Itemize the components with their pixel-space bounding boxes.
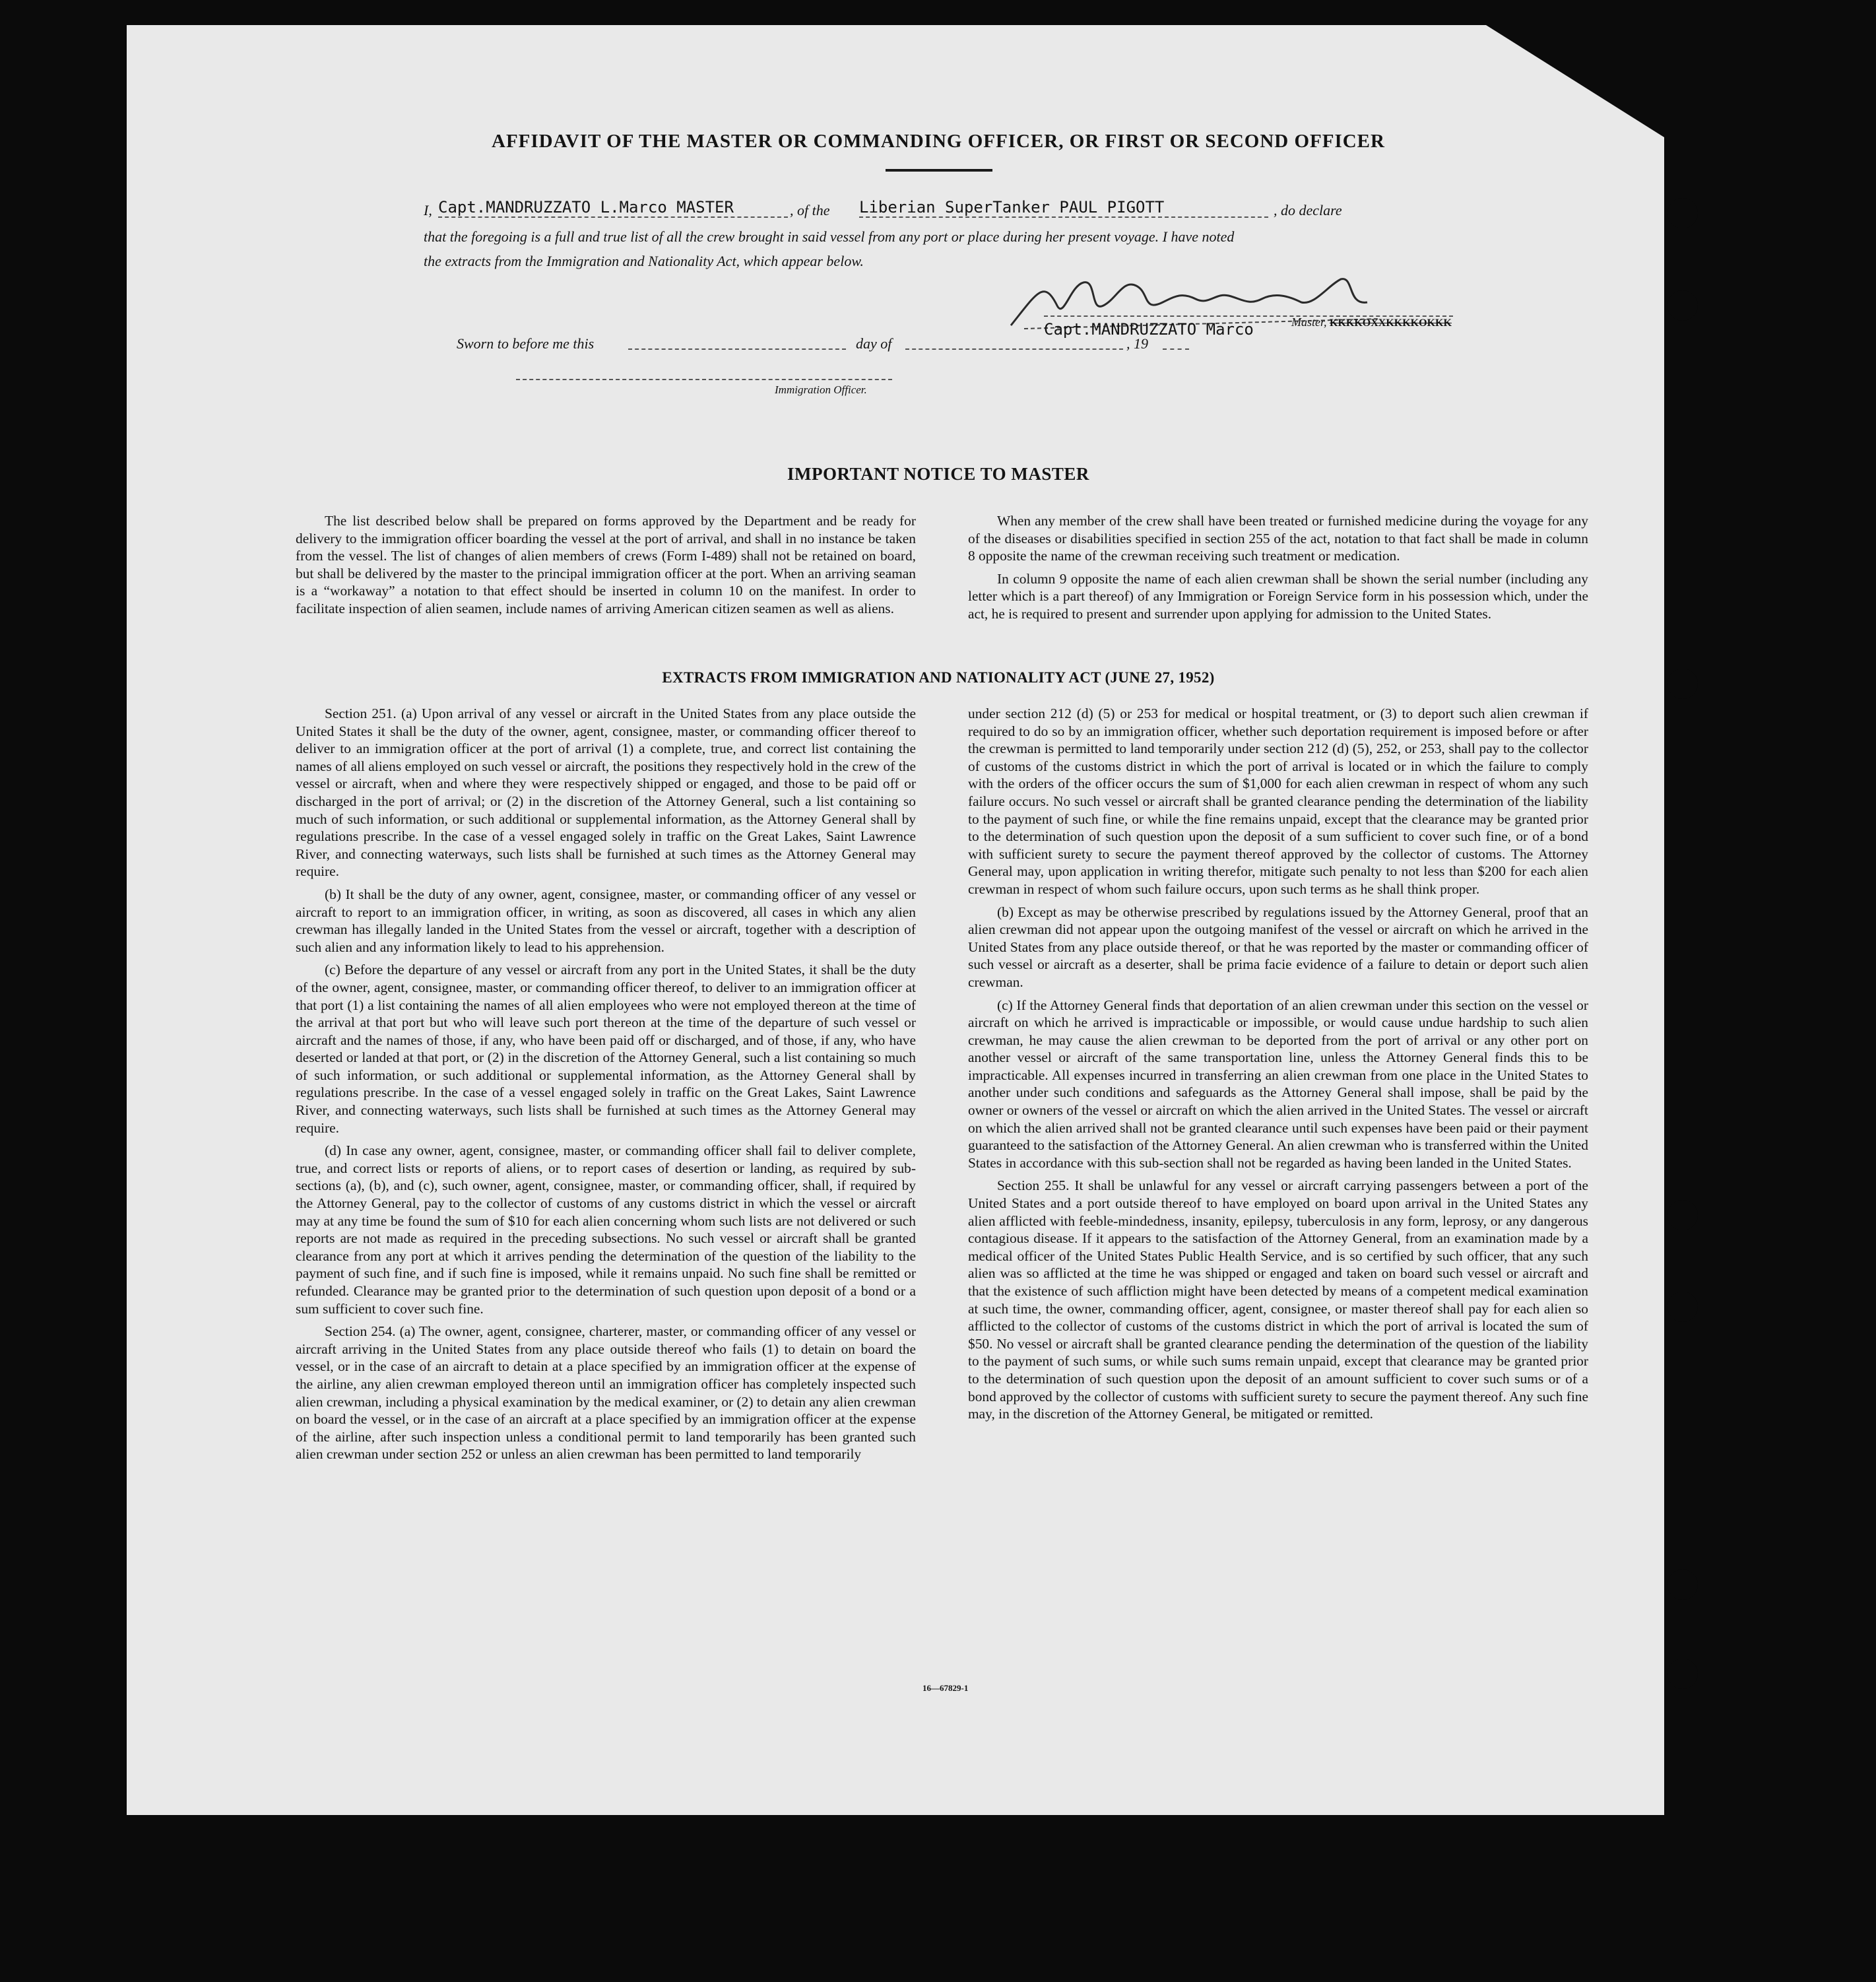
declaration-line-2: that the foregoing is a full and true list of all the crew brought in said vessel from any port or place during her present voyage. I have noted xyxy=(424,228,1235,245)
signature-typed-name: Capt.MANDRUZZATO Marco xyxy=(1044,320,1254,339)
declaration-line-3: the extracts from the Immigration and Nationality Act, which appear below. xyxy=(424,253,864,269)
notice-left-column xyxy=(296,512,916,623)
declarant-name: Capt.MANDRUZZATO L.Marco MASTER xyxy=(438,198,788,218)
sworn-month-blank xyxy=(905,348,1123,350)
declaration-line-1 xyxy=(424,198,1585,224)
extract-paragraph: Section 251. (a) Upon arrival of any vessel or aircraft in the United States from any place outside the United States it shall be the duty of the owner, agent, consignee, master, or commanding officer thereof to deliver to an immigration officer at the port of arrival (1) a complete, true, and correct list containing the names of all aliens employed on such vessel or aircraft, the positions they respectively hold in the crew of the vessel or aircraft, when and where they were respectively shipped or engaged, and those to be paid off or discharged in the port of arrival; or (2) in the discretion of the Attorney General, such a list containing so much of such information, or such additional or supplemental information, as the Attorney General shall by regulations prescribe. In the case of a vessel engaged solely in traffic on the Great Lakes, Saint Lawrence River, and connecting waterways, such lists shall be furnished at such times as the Attorney General may require. xyxy=(296,706,916,880)
extract-paragraph: (c) If the Attorney General finds that deportation of an alien crewman under this section on the vessel or aircraft on which he arrived is impracticable or impossible, or would cause undue hardship to such alien crewman, he may cause the alien crewman to be deported from the port of arrival or any other port on another vessel or aircraft of the same transportation line, unless the Attorney General finds this to be impracticable. All expenses incurred in transferring an alien crewman from one place in the United States to another under such conditions and safeguards as the Attorney General shall impose, shall be paid by the owner or owners of the vessel or aircraft on which the alien arrived in the United States. The vessel or aircraft on which the alien arrived shall not be granted clearance until such expenses have been paid or their payment guaranteed to the satisfaction of the Attorney General. An alien crewman who is transferred within the United States in accordance with this sub-section shall not be regarded as having been landed in the United States. xyxy=(968,997,1588,1171)
document-page xyxy=(127,25,1664,1815)
notice-right-paragraph-2: In column 9 opposite the name of each alien crewman shall be shown the serial number (including any letter which is a part thereof) of any Immigration or Foreign Service form in his possession which, under the act, he is required to present and surrender upon applying for admission to the United States. xyxy=(968,570,1588,622)
notice-left-paragraph: The list described below shall be prepared on forms approved by the Department and be ready for delivery to the immigration officer boarding the vessel at the port of arrival, and shall in no instance be taken from the vessel. The list of changes of alien members of crews (Form I-489) shall not be retained on board, but shall be delivered by the master to the principal immigration officer at the port. When an arriving seaman is a “workaway” a notation to that effect should be inserted in column 10 on the manifest. In order to facilitate inspection of alien seamen, include names of arriving American citizen seamen as well as aliens. xyxy=(296,513,916,616)
declaration-end: , do declare xyxy=(1274,202,1342,218)
notice-title: IMPORTANT NOTICE TO MASTER xyxy=(787,464,1089,484)
officer-signature-line xyxy=(516,379,892,380)
affidavit-title: AFFIDAVIT OF THE MASTER OR COMMANDING OFFICER, OR FIRST OR SECOND OFFICER xyxy=(492,131,1385,152)
extract-paragraph: (b) Except as may be otherwise prescribed by regulations issued by the Attorney General, proof that an alien crewman did not appear upon the outgoing manifest of the vessel or aircraft on which he arrived in the United States from any place outside thereof, or that he was reported by the master or commanding officer of such vessel or aircraft as a deserter, shall be prima facie evidence of a failure to detain or deport such alien crewman. xyxy=(968,904,1588,990)
extract-paragraph: under section 212 (d) (5) or 253 for medical or hospital treatment, or (3) to deport such alien crewman if required to do so by an immigration officer, whether such deportation requirement is imposed before or after the crewman is permitted to land temporarily under section 212 (d) (5), 252, or 253, shall pay to the collector of customs of the customs district in which the port of arrival is located or in which the failure to comply with the orders of the officer occurs the sum of $1,000 for each alien crewman in respect of whom any such failure occurs. No such vessel or aircraft shall be granted clearance pending the determination of the liability to the payment of such fine, or while the fine remains unpaid, except that the clearance may be granted prior to the determination of such question upon the deposit of a sum sufficient to cover such fine, or of a bond with sufficient surety to secure the payment thereof approved by the collector of customs. The Attorney General may, upon application in writing therefor, mitigate such penalty to not less than $200 for each alien crewman in respect of whom such failure occurs, upon such terms as he shall think proper. xyxy=(968,706,1588,897)
year-label: , 19 xyxy=(1126,335,1148,352)
notice-right-column xyxy=(968,512,1588,628)
binder-hole xyxy=(1667,198,1698,228)
day-of-label: day of xyxy=(856,335,892,352)
binder-hole xyxy=(1667,290,1698,321)
binder-hole xyxy=(1667,1569,1698,1600)
form-number: 16—67829-1 xyxy=(922,1683,969,1693)
extract-paragraph: Section 255. It shall be unlawful for any vessel or aircraft carrying passengers between a port of the United States and a port outside thereof to have employed on board upon arrival in the United States any alien afflicted with feeble-mindedness, insanity, epilepsy, tuberculosis in any form, leprosy, or any dangerous contagious disease. If it appears to the satisfaction of the Attorney General, from an examination made by a medical officer of the United States Public Health Service, and is so certified by such officer, that any such alien was so afflicted at the time he was shipped or engaged and taken on board such vessel or aircraft and that the existence of such affliction might have been detected by means of a competent medical examination at such time, the owner, commanding officer, agent, consignee, or master thereof shall pay for each alien so afflicted to the collector of customs of the customs district in which the port of arrival is located the sum of $50. No vessel or aircraft shall be granted clearance pending the determination of the question of the liability to the payment of such sums, or while such sums remain unpaid, except that clearance may be granted prior to the determination of such question upon the deposit of an amount sufficient to cover such sums or of a bond approved by the collector of customs with sufficient surety to secure the payment thereof. Any such fine may, in the discretion of the Attorney General, be mitigated or remitted. xyxy=(968,1177,1588,1422)
extracts-right-column xyxy=(968,705,1588,1428)
torn-corner xyxy=(1486,25,1664,137)
extract-paragraph: Section 254. (a) The owner, agent, consignee, charterer, master, or commanding officer of any vessel or aircraft arriving in the United States from any place outside thereof who fails (1) to detain on board the vessel, or in the case of an aircraft to detain at a place specified by an immigration officer at the expense of the airline, any alien crewman employed thereon until an immigration officer has completely inspected such alien crewman, including a physical examination by the medical examiner, or (2) to detain any alien crewman on board the vessel, or in the case of an aircraft at a place specified by an immigration officer at the expense of the airline, after such inspection unless a conditional permit to land temporarily has been granted such alien crewman under section 252 or unless an alien crewman has been permitted to land temporarily xyxy=(296,1323,916,1463)
extract-paragraph: (b) It shall be the duty of any owner, agent, consignee, master, or commanding officer of any vessel or aircraft to report to an immigration officer, in writing, as soon as discovered, all cases in which any alien crewman has illegally landed in the United States from the vessel or aircraft, together with a description of such alien and any information likely to lead to his apprehension. xyxy=(296,886,916,955)
binder-hole xyxy=(1667,1292,1698,1322)
declaration-of-the: , of the xyxy=(790,202,830,218)
declaration-i: I, xyxy=(424,202,432,218)
master-struck-text: KKKKOXXKKKKOKKK xyxy=(1330,317,1452,329)
extracts-left-column xyxy=(296,705,916,1469)
binder-hole xyxy=(1667,1659,1698,1689)
extracts-title: EXTRACTS FROM IMMIGRATION AND NATIONALITY ACT (JUNE 27, 1952) xyxy=(662,669,1215,686)
sworn-label: Sworn to before me this xyxy=(457,335,595,352)
vessel-name: Liberian SuperTanker PAUL PIGOTT xyxy=(859,198,1268,218)
year-blank xyxy=(1163,348,1189,350)
master-label: Master, KKKKOXXKKKKOKKK xyxy=(1291,315,1452,329)
binder-hole xyxy=(1667,1200,1698,1230)
immigration-officer-label: Immigration Officer. xyxy=(775,383,867,396)
binder-hole xyxy=(1667,669,1698,699)
notice-right-paragraph-1: When any member of the crew shall have been treated or furnished medicine during the voyage for any of the diseases or disabilities specified in section 255 of the act, notation to that fact shall be made in column 8 opposite the name of the crewman receiving such treatment or medication. xyxy=(968,513,1588,564)
extract-paragraph: (d) In case any owner, agent, consignee, master, or commanding officer shall fail to deliver complete, true, and correct lists or reports of aliens, or to report cases of desertion or landing, as required by sub-sections (a), (b), and (c), such owner, agent, consignee, master, or commanding officer, shall, if required by the Attorney General, pay to the collector of customs of any customs district in which the vessel or aircraft may at any time be found the sum of $10 for each alien concerning whom such lists are not delivered or such reports are not made as required in the preceding subsections. No such vessel or aircraft shall be granted clearance from any port at which it arrives pending the determination of the question of the liability to the payment of such fine, and if such fine is imposed, while it remains unpaid. No such fine shall be remitted or refunded. Clearance may be granted prior to the determination of such question upon deposit of a bond or a sum sufficient to cover such fine. xyxy=(296,1142,916,1317)
title-underline xyxy=(886,169,992,172)
extract-paragraph: (c) Before the departure of any vessel or aircraft from any port in the United States, it shall be the duty of the owner, agent, consignee, master, or commanding officer thereof, to deliver to an immigration officer at that port (1) a list containing the names of all alien employees who were not employed thereon at the time of the arrival at that port but who will leave such port thereon at the time of the departure of such vessel or aircraft and the names of those, if any, who have been paid off or discharged, and of those, if any, who have deserted or landed at that port, or (2) in the discretion of the Attorney General, such a list containing so much of such information, or such additional or supplemental information, as the Attorney General shall by regulations prescribe. In the case of a vessel engaged solely in traffic on the Great Lakes, Saint Lawrence River, and connecting waterways, such lists shall be furnished at such times as the Attorney General may require. xyxy=(296,962,916,1136)
sworn-day-blank xyxy=(628,348,846,350)
